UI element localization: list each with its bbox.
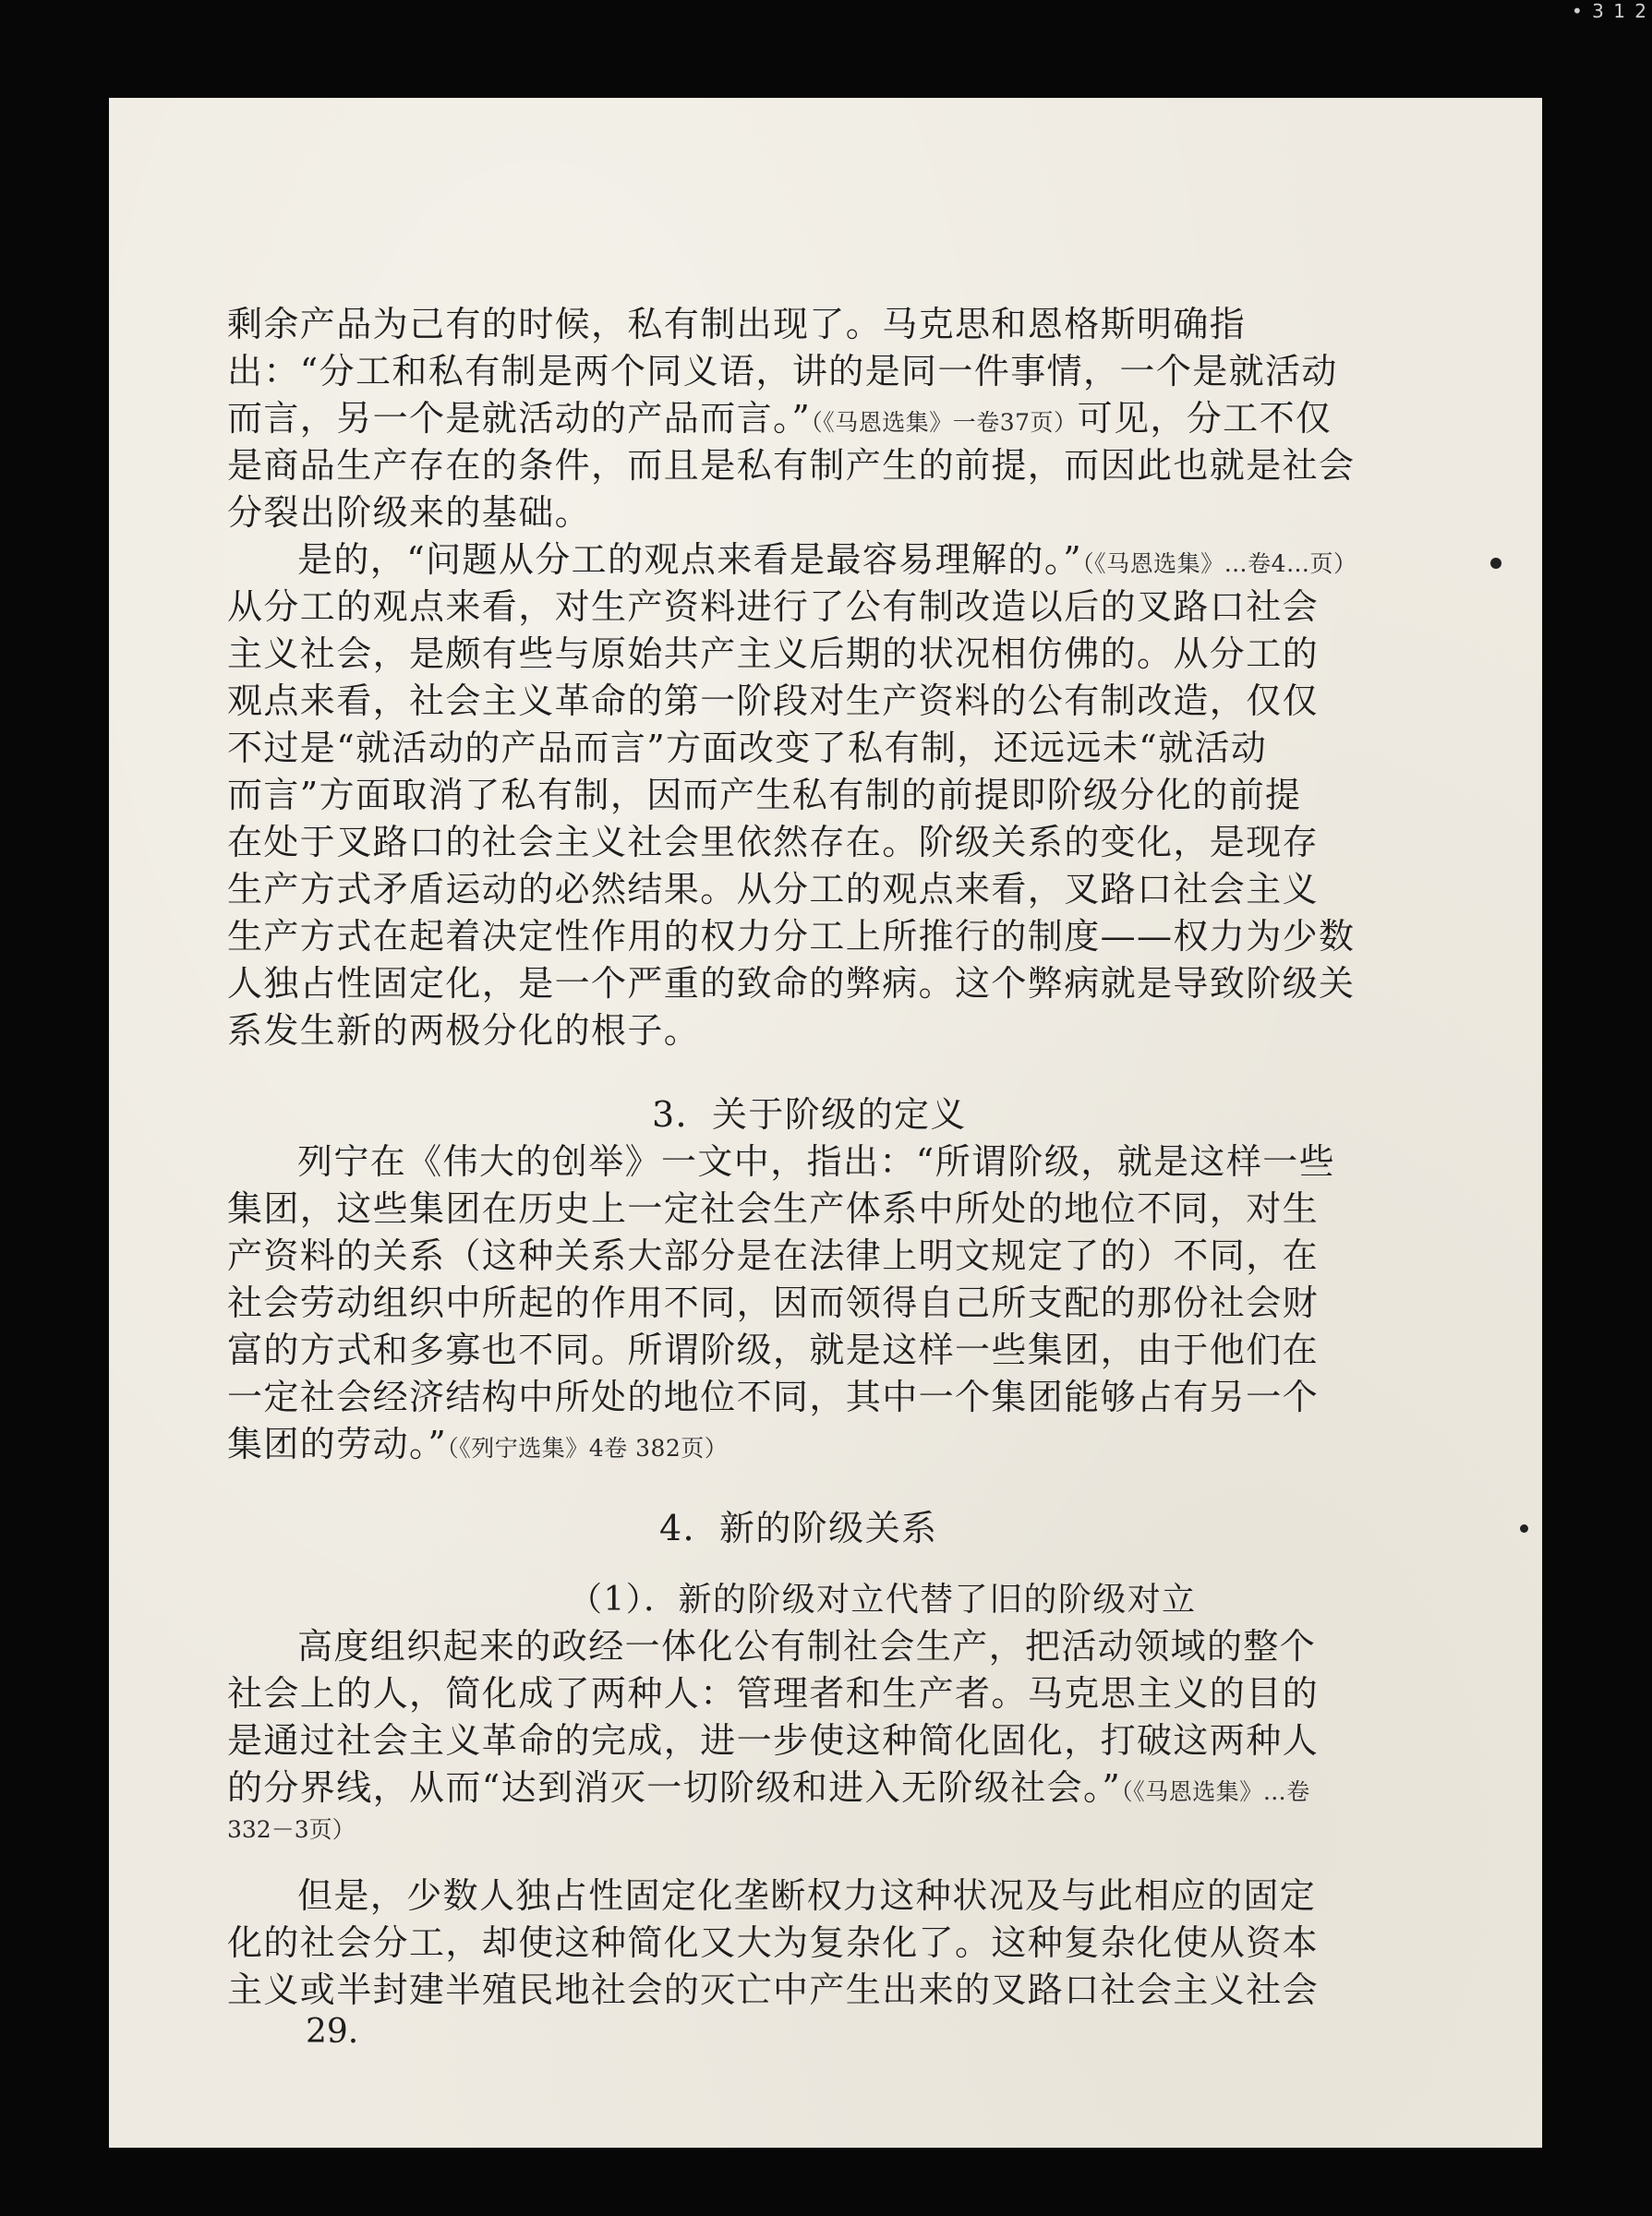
citation: （《马恩选集》一卷37页）: [811, 409, 1078, 436]
citation: （《马恩选集》…卷: [1121, 1778, 1310, 1805]
text-line: 不过是“就活动的产品而言”方面改变了私有制，还远远未“就活动: [227, 728, 1268, 768]
text-segment: 的分界线，从而“达到消灭一切阶级和进入无阶级社会。”: [227, 1767, 1122, 1808]
text-line: [227, 1421, 1465, 1468]
text-line: 是通过社会主义革命的完成，进一步使这种简化固化，打破这两种人: [227, 1720, 1320, 1761]
text-line: 主义或半封建半殖民地社会的灭亡中产生出来的叉路口社会主义社会: [227, 1969, 1320, 2010]
text-line: 一定社会经济结构中所处的地位不同，其中一个集团能够占有另一个: [227, 1377, 1320, 1417]
corner-mark: • 3 1 2: [1571, 0, 1648, 22]
text-line: 在处于叉路口的社会主义社会里依然存在。阶级关系的变化，是现存: [227, 822, 1320, 862]
text-line: 是商品生产存在的条件，而且是私有制产生的前提，而因此也就是社会: [227, 445, 1356, 486]
section-heading: 4．新的阶级关系: [659, 1508, 938, 1548]
text-line: 出：“分工和私有制是两个同义语，讲的是同一件事情，一个是就活动: [227, 351, 1338, 391]
text-line: [227, 536, 1465, 584]
text-line: 富的方式和多寡也不同。所谓阶级，就是这样一些集团，由于他们在: [227, 1330, 1320, 1370]
spacer: [227, 1849, 1465, 1873]
citation: （《列宁选集》4卷 382页）: [447, 1435, 729, 1462]
text-line: 观点来看，社会主义革命的第一阶段对生产资料的公有制改造，仅仅: [227, 680, 1320, 721]
text-line: 分裂出阶级来的基础。: [227, 492, 592, 533]
text-line: [227, 1764, 1465, 1812]
text-line: 人独占性固定化，是一个严重的致命的弊病。这个弊病就是导致阶级关: [227, 963, 1356, 1004]
text-line: 社会劳动组织中所起的作用不同，因而领得自己所支配的那份社会财: [227, 1283, 1320, 1323]
text-segment: 集团的劳动。”: [227, 1424, 448, 1464]
paper-sheet: [109, 98, 1542, 2148]
text-line: 集团，这些集团在历史上一定社会生产体系中所处的地位不同，对生: [227, 1188, 1320, 1229]
page-content: [227, 301, 1465, 2051]
text-segment: 是的，“问题从分工的观点来看是最容易理解的。”: [297, 539, 1083, 580]
text-line: 生产方式矛盾运动的必然结果。从分工的观点来看，叉路口社会主义: [227, 869, 1320, 909]
citation-line: 332－3页）: [227, 1816, 356, 1843]
ink-speck: [1520, 1524, 1528, 1533]
text-line: 社会上的人，简化成了两种人：管理者和生产者。马克思主义的目的: [227, 1673, 1320, 1714]
text-segment: 可见，分工不仅: [1077, 398, 1332, 439]
text-line: 系发生新的两极分化的根子。: [227, 1010, 701, 1051]
spacer: [227, 1054, 1465, 1091]
page-number: 29.: [306, 2013, 359, 2051]
text-line: 剩余产品为己有的时候，私有制出现了。马克思和恩格斯明确指: [227, 304, 1247, 344]
text-line: 主义社会，是颇有些与原始共产主义后期的状况相仿佛的。从分工的: [227, 633, 1320, 674]
text-line: 生产方式在起着决定性作用的权力分工上所推行的制度——权力为少数: [227, 916, 1356, 957]
subsection-heading: （1）．新的阶级对立代替了旧的阶级对立: [569, 1581, 1197, 1619]
citation: （《马恩选集》…卷4…页）: [1082, 550, 1357, 577]
text-line: 高度组织起来的政经一体化公有制社会生产，把活动领域的整个: [297, 1626, 1317, 1667]
spacer: [227, 1552, 1465, 1576]
text-line: 化的社会分工，却使这种简化又大为复杂化了。这种复杂化使从资本: [227, 1922, 1320, 1963]
ink-speck: [1490, 558, 1501, 569]
text-line: 产资料的关系（这种关系大部分是在法律上明文规定了的）不同，在: [227, 1235, 1320, 1276]
text-line: 从分工的观点来看，对生产资料进行了公有制改造以后的叉路口社会: [227, 586, 1320, 627]
spacer: [227, 1468, 1465, 1505]
text-line: 但是，少数人独占性固定化垄断权力这种状况及与此相应的固定: [297, 1875, 1317, 1916]
text-line: 列宁在《伟大的创举》一文中，指出：“所谓阶级，就是这样一些: [297, 1141, 1336, 1182]
section-heading: 3．关于阶级的定义: [652, 1094, 967, 1135]
text-segment: 而言，另一个是就活动的产品而言。”: [227, 398, 812, 439]
text-line: [227, 395, 1465, 442]
text-line: 而言”方面取消了私有制，因而产生私有制的前提即阶级分化的前提: [227, 775, 1302, 815]
